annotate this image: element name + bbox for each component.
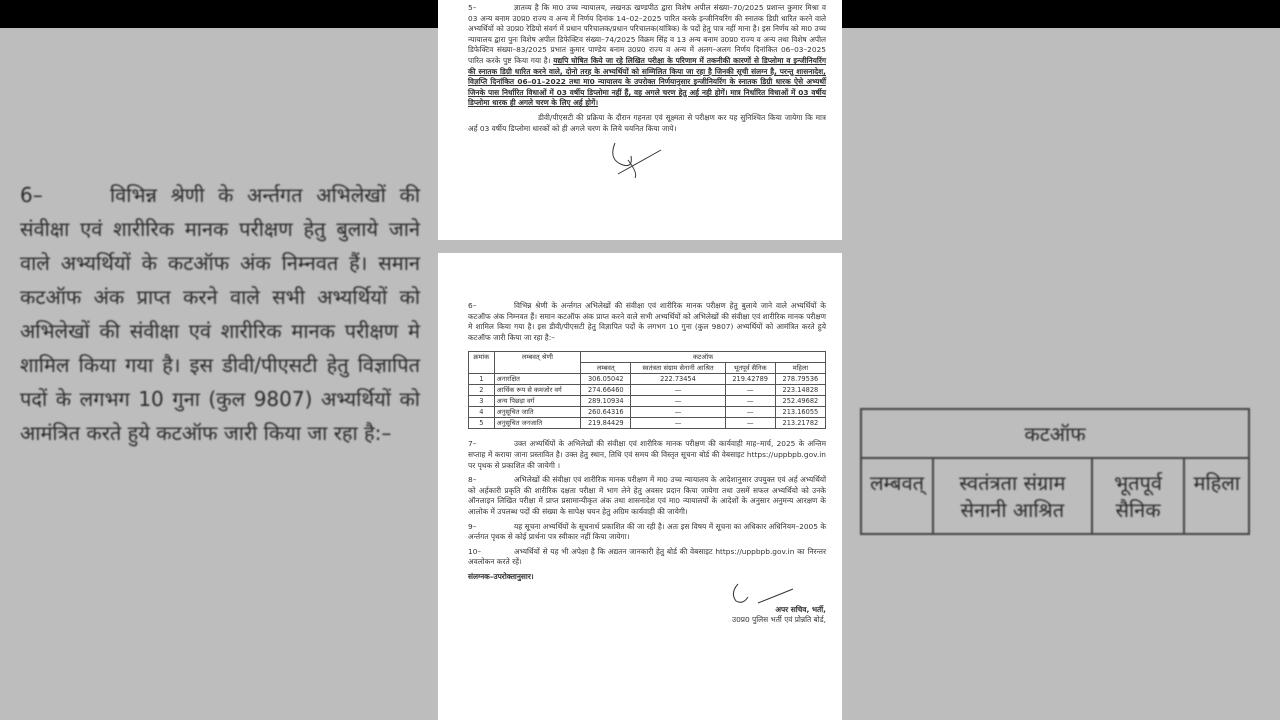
bg-para-number: 6– [20,183,43,207]
para-number: 6– [468,301,477,310]
table-row [469,396,826,407]
cell-f: — [631,407,725,418]
cell-v: 260.64316 [581,407,631,418]
bg-th: स्वतंत्रता संग्राम सेनानी आश्रित [933,458,1092,534]
signature [603,138,673,178]
th-freedom-fighter: स्वतंत्रता संग्राम सेनानी आश्रित [631,363,725,374]
bg-th: भूतपूर्व सैनिक [1092,458,1185,534]
para-number: 8– [468,475,477,485]
cell-n: 4 [469,407,495,418]
table-row [469,407,826,418]
para-text: यह सूचना अभ्यर्थियों के सूचनार्थ प्रकाशित की जा रही है। अतः इस विषय में सूचना का अधिकार अधिनियम–2005 के अर्न्तगत पृथक से कोई प्रार्थना पत्र स्वीकार नहीं किया जायेगा। [468,521,826,542]
bg-th: लम्बवत् [861,458,933,534]
cell-cat: अनुसूचित जाति [494,407,581,418]
bg-para6 [20,178,420,450]
cell-n: 1 [469,374,495,385]
para-text: अभ्यर्थियों से यह भी अपेक्षा है कि अद्यतन जानकारी हेतु बोर्ड की वेबसाइट https://uppbpb.gov.in का निरन्तर अवलोकन करते रहें। [468,546,826,567]
cutoff-table [468,351,826,429]
table-row [469,418,826,429]
th-ex-soldier: भूतपूर्व सैनिक [725,363,775,374]
bg-table-wrap [860,408,1260,535]
cell-e: — [725,385,775,396]
cell-v: 219.84429 [581,418,631,429]
cell-f: — [631,418,725,429]
signatory-organization: उ0प्र0 पुलिस भर्ती एवं प्रोन्नति बोर्ड, [732,615,826,625]
table-row [469,385,826,396]
signatory-title: अपर सचिव, भर्ती, [775,604,826,614]
para-text: विभिन्न श्रेणी के अर्न्तगत अभिलेखों की संवीक्षा एवं शारीरिक मानक परीक्षण हेतु बुलाये जाने वाले अभ्यर्थियों के कटऑफ अंक निम्नवत हैं। समान कटऑफ अंक प्राप्त करने वाले सभी अभ्यर्थियों को अभिलेखों की संवीक्षा एवं शारीरिक मानक परीक्षण मे शामिल किया गया है। इस डीवी/पीएसटी हेतु विज्ञापित पदों के लगभग 10 गुना (कुल 9807) अभ्यर्थियों को आमंत्रित करते हुये कटऑफ जारी किया जा रहा है:– [468,301,826,342]
th-serial: क्रमांक [469,352,495,374]
cell-v: 306.05042 [581,374,631,385]
para-number: 10– [468,546,482,556]
paragraph-9 [468,522,826,543]
cell-w: 213.21782 [775,418,825,429]
cell-n: 3 [469,396,495,407]
para-text: डीवी/पीएसटी की प्रक्रिया के दौरान गहनता एवं सूक्ष्मता से परीक्षण कर यह सुनिश्चित किया जायेगा कि मात्र अर्ह 03 वर्षीय डिप्लोमा धारकों को ही अगले चरण के लिये चयनित किया जाये। [468,112,826,133]
table-row [469,374,826,385]
document-page-upper [438,0,842,240]
th-women: महिला [775,363,825,374]
th-category: लम्बवत् श्रेणी [494,352,581,374]
document-page-lower [438,253,842,720]
cell-e: 219.42789 [725,374,775,385]
cell-e: — [725,418,775,429]
cell-w: 223.14828 [775,385,825,396]
th-vertical: लम्बवत् [581,363,631,374]
cell-cat: आर्थिक रूप से कमजोर वर्ग [494,385,581,396]
para-number: 7– [468,439,477,449]
bg-para-text: विभिन्न श्रेणी के अर्न्तगत अभिलेखों की संवीक्षा एवं शारीरिक मानक परीक्षण हेतु बुलाये जाने वाले अभ्यर्थियों के कटऑफ अंक निम्नवत हैं। समान कटऑफ अंक प्राप्त करने वाले सभी अभ्यर्थियों को अभिलेखों की संवीक्षा एवं शारीरिक मानक परीक्षण मे शामिल किया गया है। इस डीवी/पीएसटी हेतु विज्ञापित पदों के लगभग 10 गुना (कुल 9807) अभ्यर्थियों को आमंत्रित करते हुये कटऑफ जारी किया जा रहा है:– [20,183,420,445]
th-cutoff: कटऑफ [581,352,826,363]
cell-w: 252.49682 [775,396,825,407]
bg-table [860,408,1250,535]
para-number: 9– [468,521,477,531]
bg-th: महिला [1184,458,1249,534]
para-text: ज्ञातव्य है कि मा0 उच्च न्यायालय, लखनऊ खण्डपीठ द्वारा विशेष अपील संख्या–70/2025 प्रशान्त कुमार मिश्रा व 03 अन्य बनाम उ0प्र0 राज्य व अन्य में निर्णय दिनांक 14–02–2025 पारित करके इन्जीनियरिंग की स्नातक डिग्री धारित करने वाले अभ्यर्थियों को उ0प्र0 रेडियो संवर्ग में प्रधान परिचालक/प्रधान परिचालक(यांत्रिक) के पदों हेतु पात्र नहीं माना है। इस निर्णय को मा0 उच्च न्यायालय द्वारा पुनः विशेष अपील डिफेक्टिव संख्या–74/2025 विक्रम सिंह व 13 अन्य बनाम उ0प्र0 राज्य व अन्य तथा विशेष अपील डिफेक्टिव संख्या–83/2025 प्रभात कुमार पाण्डेय बनाम उ0प्र0 राज्य व अन्य में अलग–अलग निर्णय दिनांकित 06–03–2025 पारित करके पुष्ट किया गया है। [468,3,826,65]
paragraph-dv [468,113,826,134]
cell-n: 2 [469,385,495,396]
enclosure-note: संलग्नक–उपरोक्तानुसार। [468,571,534,581]
cell-f: — [631,396,725,407]
paragraph-8 [468,475,826,517]
para-number: 5– [468,3,477,12]
paragraph-10 [468,547,826,568]
cell-e: — [725,396,775,407]
cell-f: 222.73454 [631,374,725,385]
cell-f: — [631,385,725,396]
paragraph-7 [468,439,826,471]
para-text: अभिलेखों की संवीक्षा एवं शारीरिक मानक परीक्षण में मा0 उच्च न्यायालय के आदेशानुसार उपयुक्त एवं अर्ह अभ्यर्थियों को अर्हकारी प्रकृति की शारीरिक दक्षता परीक्षा में भाग लेने हेतु अवसर प्रदान किया जायेगा तथा उसमें सफल अभ्यर्थियो को उनके ऑनलाइन लिखित परीक्षा में प्राप्त प्रसामान्यीकृत अंक तथा शासनादेश एवं मा0 न्यायालयों के आदेशों के अनुसार अनुमन्य आरक्षण के आलोक में उपलब्ध पदों की संख्या के सापेक्ष चयन हेतु अग्रिम कार्यवाही की जायेगी। [468,475,826,516]
cell-e: — [725,407,775,418]
cell-w: 213.16055 [775,407,825,418]
paragraph-5 [468,3,826,109]
cell-v: 289.10934 [581,396,631,407]
cell-cat: अनुसूचित जनजाति [494,418,581,429]
para-text: उक्त अभ्यर्थियों के अभिलेखों की संवीक्षा एवं शारीरिक मानक परीक्षण की कार्यवाही माह–मार्च, 2025 के अन्तिम सप्ताह में कराया जाना प्रस्तावित है। उक्त हेतु स्थान, तिथि एवं समय की विस्तृत सूचना बोर्ड की वेबसाइट https://uppbpb.gov.in पर पृथक से प्रकाशित की जायेगी । [468,439,826,470]
para-underlined-text: यद्यपि घोषित किये जा रहे लिखित परीक्षा के परिणाम में तकनीकी कारणों से डिप्लोमा व इन्जीनियरिंग की स्नातक डिग्री धारित करने वाले, दोनो तरह के अभ्यर्थियों को सम्मिलित किया जा रहा है जिनकी सूची संलग्न है, परन्तु शासनादेश, विज्ञप्ति दिनांकित 06–01–2022 तथा मा0 न्यायालय के उपरोक्त निर्णयानुसार इन्जीनियरिंग के स्नातक डिग्री धारक ऐसे अभ्यर्थी जिनके पास निर्धारित विधाओं में 03 वर्षीय डिप्लोमा नहीं हैं, वह अगले चरण हेतु अर्ह नही होगें। मात्र निर्धारित विधाओं में 03 वर्षीय डिप्लोमा धारक ही अगले चरण के लिए अर्ह होगें। [468,55,827,108]
cell-v: 274.66460 [581,385,631,396]
bg-th: कटऑफ [861,409,1249,458]
cell-w: 278.79536 [775,374,825,385]
paragraph-6 [468,301,826,343]
cell-n: 5 [469,418,495,429]
signature-block [468,583,826,626]
cell-cat: अनारक्षित [494,374,581,385]
cell-cat: अन्य पिछड़ा वर्ग [494,396,581,407]
signature [718,583,798,605]
